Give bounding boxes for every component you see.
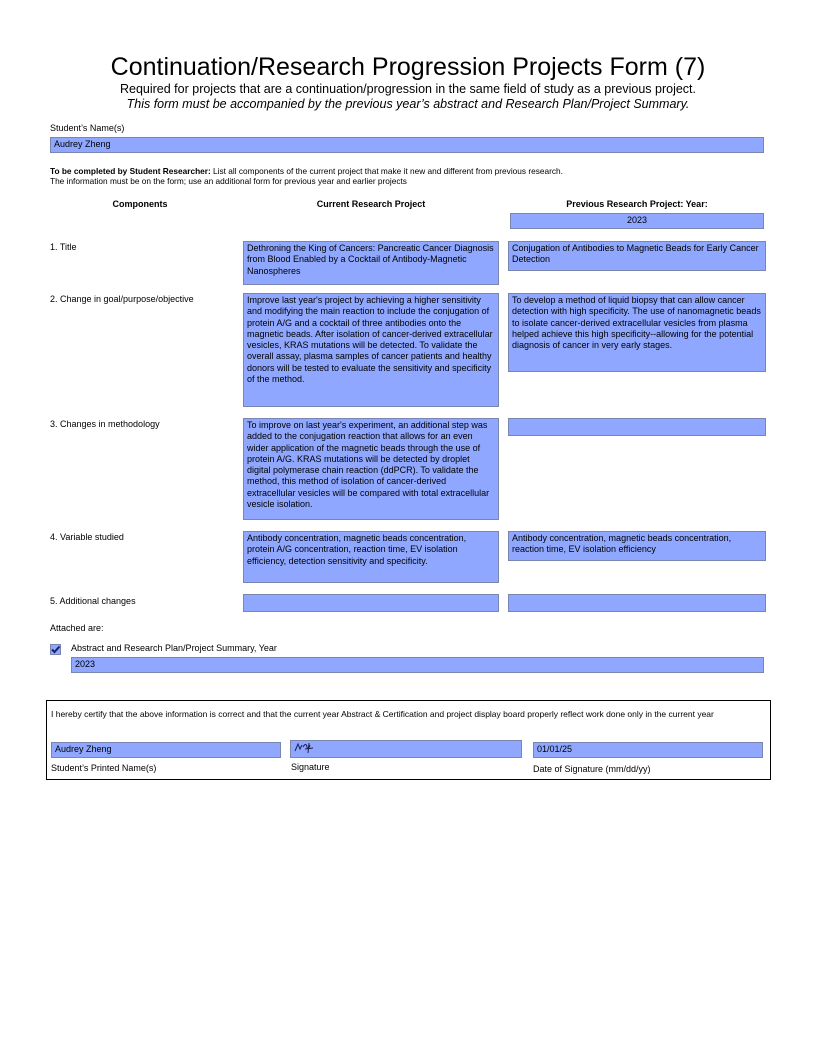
col-header-current: Current Research Project	[316, 199, 426, 209]
current-methodology-field[interactable]: To improve on last year's experiment, an additional step was added to the conjugation reaction that allows for an even wider application of the magnetic beads through the use of protein A/G. KRAS mutations will be detected by droplet digital polymerase chain reaction (ddPCR). To validate the method, this method of isolation of cancer-derived extracellular vesicles will be compared with total extracellular vesicle isolation.	[243, 418, 499, 520]
current-title-field[interactable]: Dethroning the King of Cancers: Pancreatic Cancer Diagnosis from Blood Enabled by a Cocktail of Antibody-Magnetic Nanospheres	[243, 241, 499, 285]
signature-scribble-icon	[293, 741, 319, 755]
col-header-components: Components	[112, 199, 168, 209]
previous-title-field[interactable]: Conjugation of Antibodies to Magnetic Beads for Early Cancer Detection	[508, 241, 766, 271]
student-name-label: Student’s Name(s)	[50, 123, 125, 133]
form-title: Continuation/Research Progression Projects Form (7)	[110, 53, 706, 81]
checkmark-icon	[50, 644, 61, 655]
instructions-bold: To be completed by Student Researcher:	[50, 166, 211, 176]
attached-label: Attached are:	[50, 623, 104, 633]
instructions-line2: The information must be on the form; use an additional form for previous year and earlier projects	[50, 176, 407, 186]
signature-date-label: Date of Signature (mm/dd/yy)	[533, 764, 651, 774]
printed-name-label: Student’s Printed Name(s)	[51, 763, 157, 773]
row-label-title: 1. Title	[50, 242, 77, 252]
previous-variable-field[interactable]: Antibody concentration, magnetic beads concentration, reaction time, EV isolation efficiency	[508, 531, 766, 561]
abstract-checkbox[interactable]	[50, 642, 61, 653]
abstract-checkbox-label: Abstract and Research Plan/Project Summary, Year	[71, 643, 277, 653]
previous-additional-field[interactable]	[508, 594, 766, 612]
signature-date-field[interactable]: 01/01/25	[533, 742, 763, 758]
signature-label: Signature	[291, 762, 330, 772]
previous-year-field[interactable]: 2023	[510, 213, 764, 229]
signature-field[interactable]	[290, 740, 522, 758]
current-variable-field[interactable]: Antibody concentration, magnetic beads concentration, protein A/G concentration, reaction time, EV isolation efficiency, detection sensitivity and specificity.	[243, 531, 499, 583]
form-subtitle-italic: This form must be accompanied by the previous year’s abstract and Research Plan/Project Summary.	[126, 97, 690, 111]
instructions	[50, 166, 770, 186]
certification-text: I hereby certify that the above information is correct and that the current year Abstract & Certification and project display board properly reflect work done only in the current year	[51, 709, 714, 719]
student-name-field[interactable]: Audrey Zheng	[50, 137, 764, 153]
row-label-goal: 2. Change in goal/purpose/objective	[50, 294, 194, 304]
col-header-previous: Previous Research Project: Year:	[566, 199, 708, 209]
current-goal-field[interactable]: Improve last year's project by achieving a higher sensitivity and modifying the main reaction to include the conjugation of protein A/G and a cocktail of three antibodies onto the magnetic beads. After isolation of cancer-derived extracellular vesicles, KRAS mutations will be detected. To validate the overall assay, plasma samples of cancer patients and healthy donors will be tested to evaluate the sensitivity and specificity of the method.	[243, 293, 499, 407]
row-label-variable: 4. Variable studied	[50, 532, 124, 542]
current-additional-field[interactable]	[243, 594, 499, 612]
printed-name-field[interactable]: Audrey Zheng	[51, 742, 281, 758]
row-label-additional: 5. Additional changes	[50, 596, 136, 606]
abstract-year-field[interactable]: 2023	[71, 657, 764, 673]
form-subtitle: Required for projects that are a continuation/progression in the same field of study as a previous project.	[119, 82, 696, 96]
previous-goal-field[interactable]: To develop a method of liquid biopsy that can allow cancer detection with high specificity. The use of nanomagnetic beads to isolate cancer-derived extracellular vesicles from plasma helped achieve this high specificity--allowing for the potential diagnosis of cancer in very early stages.	[508, 293, 766, 372]
instructions-text: List all components of the current project that make it new and different from previous research.	[210, 166, 563, 176]
row-label-methodology: 3. Changes in methodology	[50, 419, 160, 429]
previous-methodology-field[interactable]	[508, 418, 766, 436]
